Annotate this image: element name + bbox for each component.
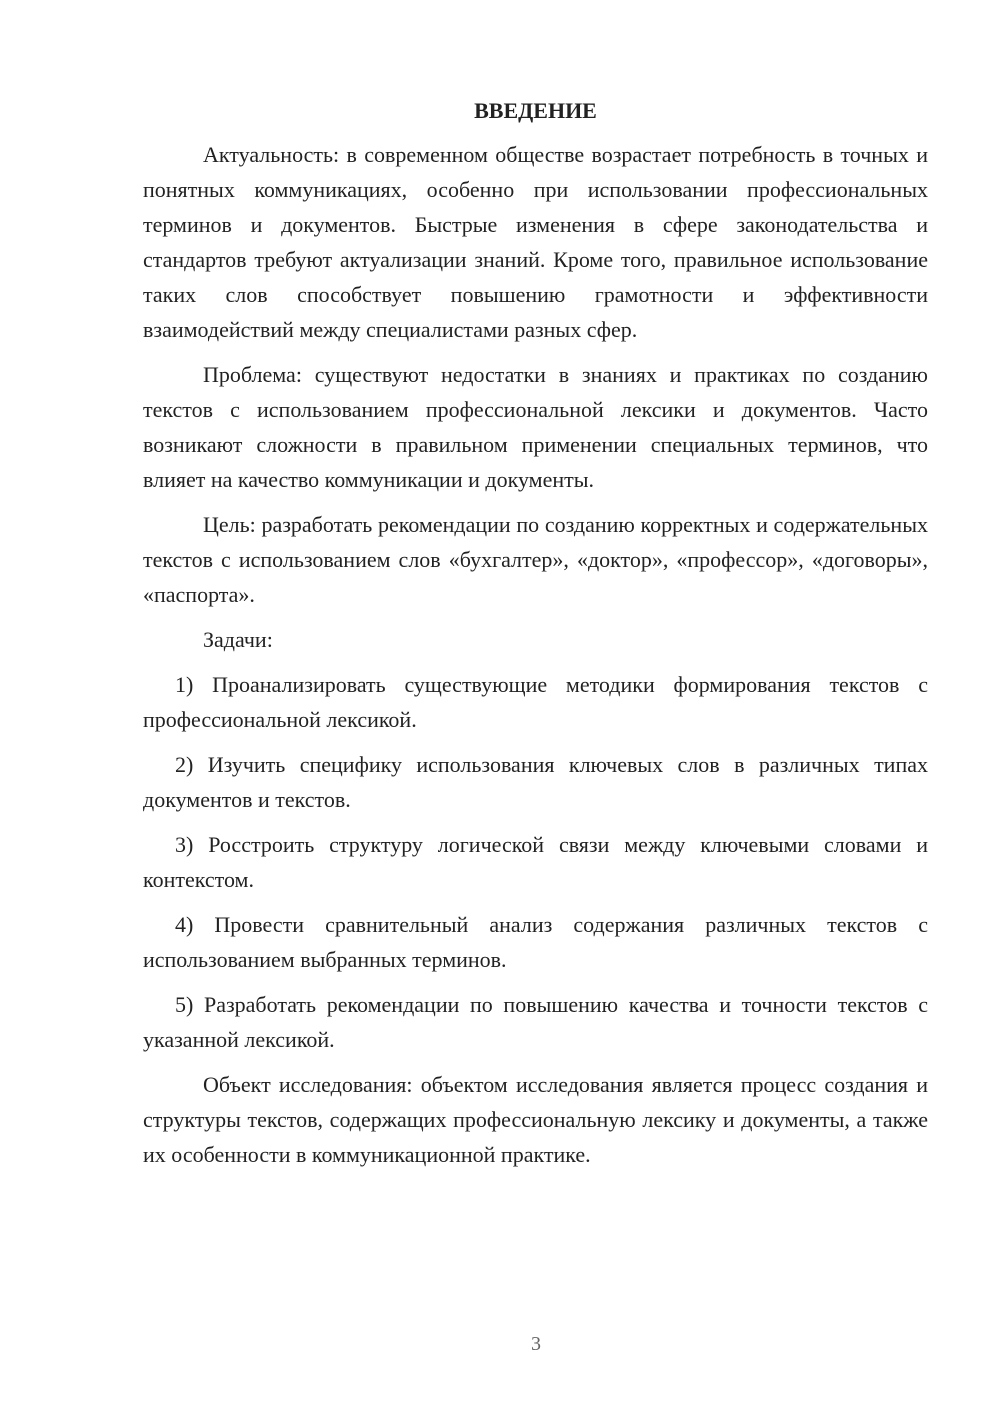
goal-paragraph: Цель: разработать рекомендации по созданию корректных и содержательных текстов с использованием слов «бухгалтер», «доктор», «профессор», «договоры», «паспорта».: [143, 512, 928, 607]
section-heading: ВВЕДЕНИЕ: [474, 98, 597, 123]
task-item: 2) Изучить специфику использования ключевых слов в различных типах документов и текстов.: [143, 752, 928, 812]
object-paragraph: Объект исследования: объектом исследования является процесс создания и структуры текстов, содержащих профессиональную лексику и документы, а также их особенности в коммуникационной практике.: [143, 1072, 928, 1167]
relevance-paragraph: Актуальность: в современном обществе возрастает потребность в точных и понятных коммуникациях, особенно при использовании профессиональных терминов и документов. Быстрые изменения в сфере законодательства и стандартов требуют актуализации знаний. Кроме того, правильное использование таких слов способствует повышению грамотности и эффективности взаимодействий между специалистами разных сфер.: [143, 142, 928, 342]
tasks-label: Задачи:: [203, 627, 273, 652]
task-item: 3) Росстроить структуру логической связи между ключевыми словами и контекстом.: [143, 832, 928, 892]
task-item: 4) Провести сравнительный анализ содержания различных текстов с использованием выбранных терминов.: [143, 912, 928, 972]
task-item: 5) Разработать рекомендации по повышению качества и точности текстов с указанной лексикой.: [143, 992, 928, 1052]
page-number: 3: [531, 1333, 541, 1355]
document-page: [143, 95, 928, 1182]
problem-paragraph: Проблема: существуют недостатки в знаниях и практиках по созданию текстов с использованием профессиональной лексики и документов. Часто возникают сложности в правильном применении специальных терминов, что влияет на качество коммуникации и документы.: [143, 362, 928, 492]
task-item: 1) Проанализировать существующие методики формирования текстов с профессиональной лексикой.: [143, 672, 928, 732]
